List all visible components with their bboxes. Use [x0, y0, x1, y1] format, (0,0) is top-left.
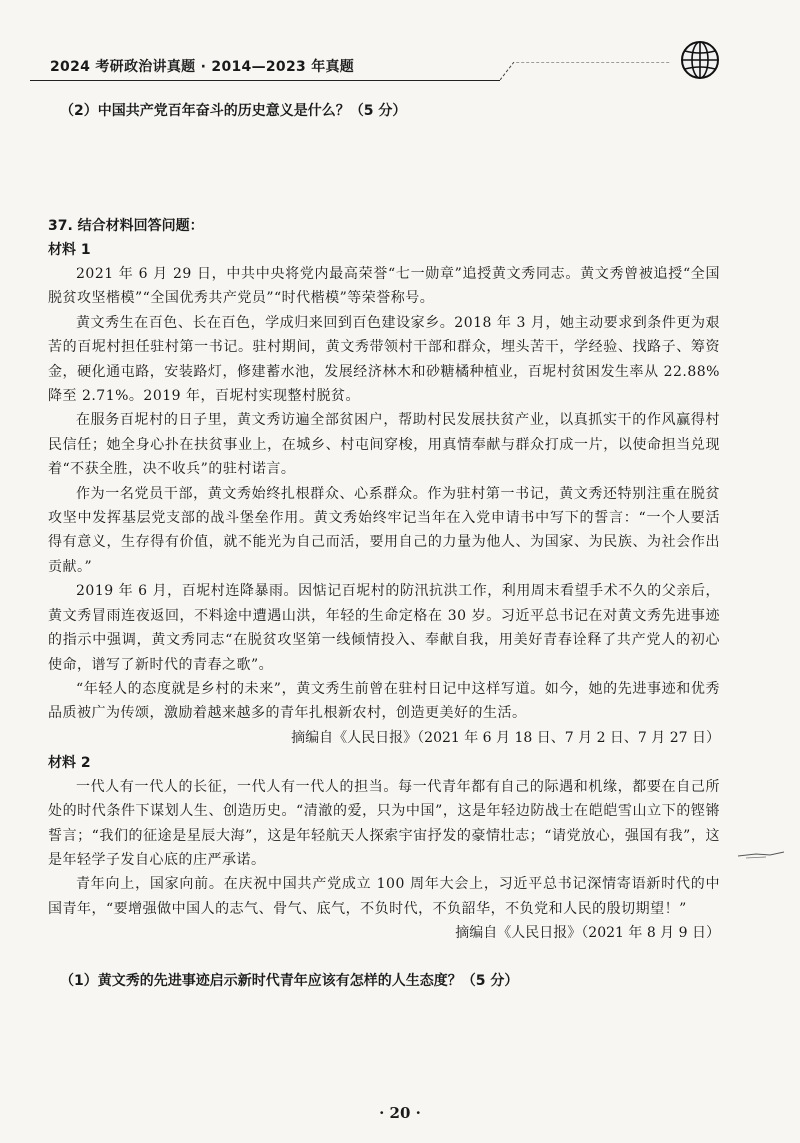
- material-2-label: 材料 2: [48, 754, 91, 771]
- material-1-paragraph: 黄文秀生在百色、长在百色，学成归来回到百色建设家乡。2018 年 3 月，她主动要求到条件更为艰苦的百坭村担任驻村第一书记。驻村期间，黄文秀带领村干部和群众，埋头苦干，学经验、找路子、筹资金，硬化通屯路，安装路灯，修建蓄水池，发展经济林木和砂糖橘种植业，百坭村贫困发生率从 22.88%降至 2.71%。2019 年，百坭村实现整村脱贫。: [48, 314, 720, 405]
- header-dashed-line: [500, 62, 670, 80]
- material-1-source: 摘编自《人民日报》（2021 年 6 月 18 日、7 月 2 日、7 月 27 日）: [291, 729, 720, 746]
- material-1-paragraph: 在服务百坭村的日子里，黄文秀访遍全部贫困户，帮助村民发展扶贫产业，以真抓实干的作风赢得村民信任；她全身心扑在扶贫事业上，在城乡、村屯间穿梭，用真情奉献与群众打成一片，以使命担当兑现着“不获全胜，决不收兵”的驻村诺言。: [48, 412, 720, 478]
- question-2-prompt: （2）中国共产党百年奋斗的历史意义是什么？（5 分）: [60, 103, 407, 119]
- header-rule: [30, 80, 500, 81]
- material-2-source: 摘编自《人民日报》（2021 年 8 月 9 日）: [455, 925, 720, 942]
- material-1-paragraph: “年轻人的态度就是乡村的未来”，黄文秀生前曾在驻村日记中这样写道。如今，她的先进事迹和优秀品质被广为传颂，激励着越来越多的青年扎根新农村，创造更美好的生活。: [48, 680, 720, 722]
- globe-icon: [680, 40, 720, 80]
- material-2-paragraph: 青年向上，国家向前。在庆祝中国共产党成立 100 周年大会上，习近平总书记深情寄语新时代的中国青年，“要增强做中国人的志气、骨气、底气，不负时代，不负韶华，不负党和人民的殷切期望！”: [48, 876, 720, 917]
- material-1-paragraph: 2021 年 6 月 29 日，中共中央将党内最高荣誉“七一勋章”追授黄文秀同志。黄文秀曾被追授“全国脱贫攻坚楷模”“全国优秀共产党员”“时代楷模”等荣誉称号。: [48, 266, 720, 307]
- material-1-paragraph: 作为一名党员干部，黄文秀始终扎根群众、心系群众。作为驻村第一书记，黄文秀还特别注重在脱贫攻坚中发挥基层党支部的战斗堡垒作用。黄文秀始终牢记当年在入党申请书中写下的誓言：“一个人要活得有意义，生存得有价值，就不能光为自己而活，要用自己的力量为他人、为国家、为民族、为社会作出贡献。”: [48, 485, 720, 575]
- question-37: [48, 214, 720, 946]
- question-37-heading: 37. 结合材料回答问题：: [48, 218, 204, 234]
- material-1-paragraph: 2019 年 6 月，百坭村连降暴雨。因惦记百坭村的防汛抗洪工作，利用周末看望手术不久的父亲后，黄文秀冒雨连夜返回，不料途中遭遇山洪，年轻的生命定格在 30 岁。习近平总书记在对黄文秀先进事迹的指示中强调，黄文秀同志“在脱贫攻坚第一线倾情投入、奉献自我，用美好青春诠释了共产党人的初心使命，谱写了新时代的青春之歌”。: [48, 583, 720, 673]
- question-37-1-prompt: （1）黄文秀的先进事迹启示新时代青年应该有怎样的人生态度？（5 分）: [60, 973, 519, 989]
- material-1-label: 材料 1: [48, 242, 91, 258]
- page-header: [20, 46, 780, 86]
- header-title: 2024 考研政治讲真题 · 2014—2023 年真题: [50, 59, 355, 75]
- scan-mark: [736, 848, 786, 862]
- material-2-paragraph: 一代人有一代人的长征，一代人有一代人的担当。每一代青年都有自己的际遇和机缘，都要在自己所处的时代条件下谋划人生、创造历史。“清澈的爱，只为中国”，这是年轻边防战士在皑皑雪山立下的铿锵誓言；“我们的征途是星辰大海”，这是年轻航天人探索宇宙抒发的豪情壮志；“请党放心，强国有我”，这是年轻学子发自心底的庄严承诺。: [48, 778, 720, 868]
- page-number: · 20 ·: [379, 1104, 421, 1122]
